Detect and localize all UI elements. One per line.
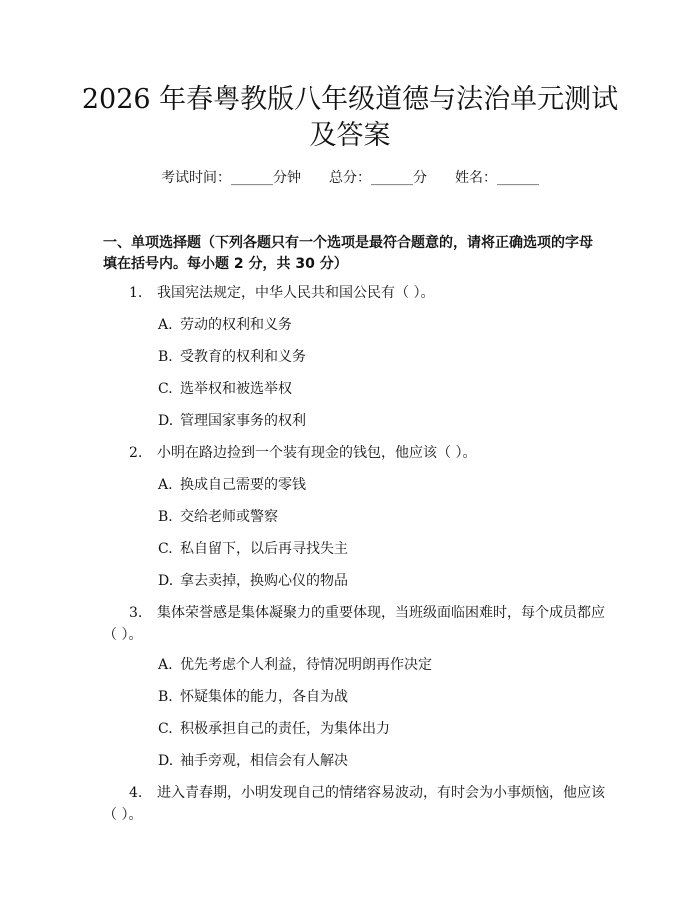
option-letter: C. — [158, 721, 173, 737]
option-1b — [158, 346, 598, 368]
option-letter: A. — [158, 477, 173, 493]
document-title-line-2: 及答案 — [309, 120, 391, 151]
question-4-continuation: （ ）。 — [103, 807, 143, 823]
option-text: 选举权和被选举权 — [180, 381, 292, 397]
question-text: 我国宪法规定，中华人民共和国公民有（ ）。 — [157, 285, 435, 301]
exam-time-field: 考试时间：______分钟 — [161, 170, 301, 186]
option-3d — [158, 750, 598, 772]
option-letter: C. — [158, 541, 173, 557]
question-text: 小明在路边捡到一个装有现金的钱包，他应该（ ）。 — [157, 445, 477, 461]
option-text: 劳动的权利和义务 — [180, 317, 292, 333]
option-letter: A. — [158, 657, 173, 673]
option-1d — [158, 410, 598, 432]
section-heading-line-2: 填在括号内。每小题 2 分，共 30 分） — [103, 256, 348, 272]
option-3c — [158, 718, 598, 740]
question-text: 集体荣誉感是集体凝聚力的重要体现，当班级面临困难时，每个成员都应 — [157, 605, 605, 621]
option-letter: A. — [158, 317, 173, 333]
option-2b — [158, 506, 598, 528]
option-text: 受教育的权利和义务 — [180, 349, 306, 365]
option-text: 私自留下，以后再寻找失主 — [180, 541, 348, 557]
question-number: 3. — [129, 605, 143, 621]
option-3a — [158, 654, 598, 676]
student-name-field: 姓名：______ — [455, 170, 539, 186]
option-letter: D. — [158, 573, 174, 589]
option-letter: B. — [158, 349, 173, 365]
question-number: 2. — [129, 445, 143, 461]
option-2d — [158, 570, 598, 592]
option-text: 怀疑集体的能力，各自为战 — [180, 689, 348, 705]
option-2a — [158, 474, 598, 496]
total-score-field: 总分：______分 — [329, 170, 427, 186]
question-3-continuation: （ ）。 — [103, 627, 143, 643]
option-3b — [158, 686, 598, 708]
option-text: 管理国家事务的权利 — [180, 413, 306, 429]
option-text: 优先考虑个人利益，待情况明朗再作决定 — [180, 657, 432, 673]
option-letter: B. — [158, 689, 173, 705]
question-2 — [103, 442, 603, 464]
option-letter: C. — [158, 381, 173, 397]
option-2c — [158, 538, 598, 560]
option-1c — [158, 378, 598, 400]
question-number: 1. — [129, 285, 143, 301]
option-letter: B. — [158, 509, 173, 525]
option-letter: D. — [158, 413, 174, 429]
question-1 — [103, 282, 603, 304]
question-number: 4. — [129, 785, 143, 801]
option-letter: D. — [158, 753, 174, 769]
exam-info — [0, 168, 700, 188]
question-3 — [103, 602, 603, 624]
section-heading-line-1: 一、单项选择题（下列各题只有一个选项是最符合题意的，请将正确选项的字母 — [103, 235, 593, 251]
option-1a — [158, 314, 598, 336]
option-text: 拿去卖掉，换购心仪的物品 — [180, 573, 348, 589]
document-title-line-1: 2026 年春粤教版八年级道德与法治单元测试 — [81, 84, 619, 115]
option-text: 袖手旁观，相信会有人解决 — [180, 753, 348, 769]
option-text: 交给老师或警察 — [180, 509, 278, 525]
question-4 — [103, 782, 603, 804]
option-text: 换成自己需要的零钱 — [180, 477, 306, 493]
question-text: 进入青春期，小明发现自己的情绪容易波动，有时会为小事烦恼，他应该 — [157, 785, 605, 801]
option-text: 积极承担自己的责任，为集体出力 — [180, 721, 390, 737]
